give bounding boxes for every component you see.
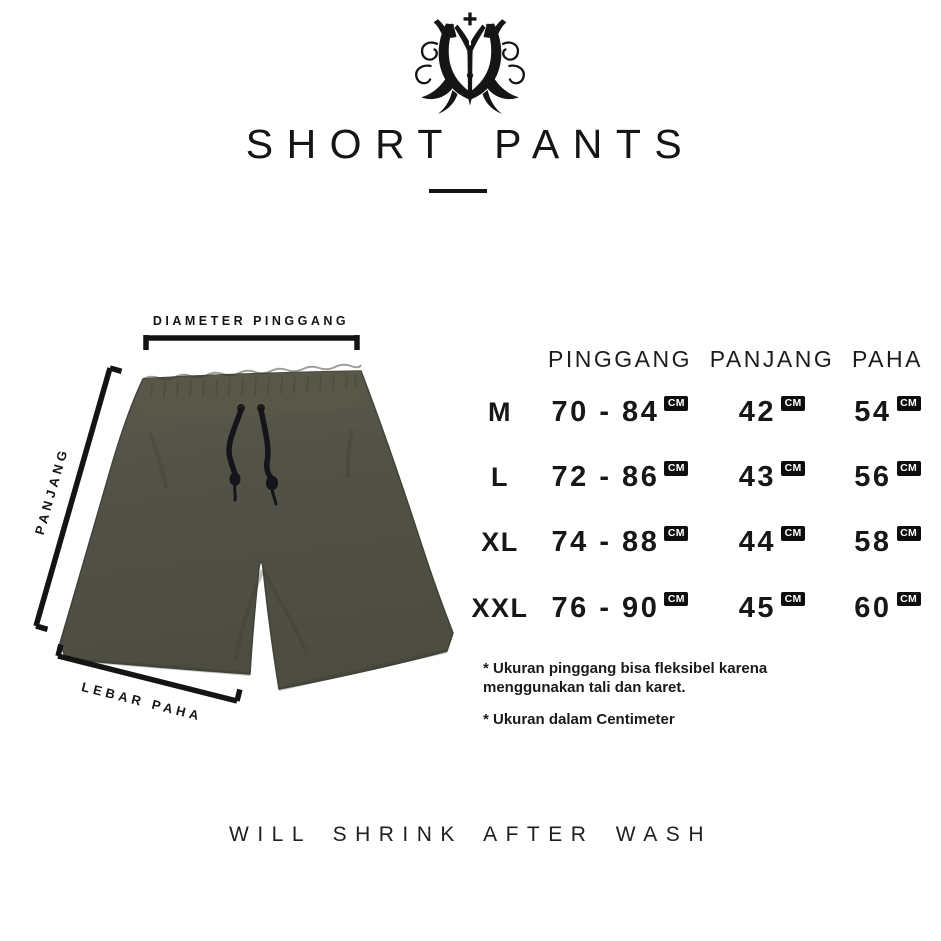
value-l-pinggang <box>530 445 710 510</box>
cm-unit-badge: CM <box>664 592 688 607</box>
cm-unit-badge: CM <box>897 396 921 411</box>
page-title: SHORT PANTS <box>245 121 696 167</box>
cm-unit-badge: CM <box>897 526 921 541</box>
value-m-panjang <box>710 380 834 445</box>
value-m-pinggang <box>530 380 710 445</box>
flex-note <box>483 660 813 697</box>
value-text: 74 - 88 <box>551 526 660 558</box>
size-label-m: M <box>488 397 512 427</box>
value-xl-panjang <box>710 510 834 575</box>
value-text: 72 - 86 <box>551 461 660 493</box>
cm-unit-badge: CM <box>781 592 805 607</box>
cm-unit-badge: CM <box>897 592 921 607</box>
value-text: 56 <box>854 461 892 493</box>
value-xxl-panjang <box>710 575 834 641</box>
cm-unit-badge: CM <box>781 526 805 541</box>
cm-unit-badge: CM <box>664 396 688 411</box>
cm-unit-badge: CM <box>664 526 688 541</box>
cm-unit-badge: CM <box>781 396 805 411</box>
value-text: 54 <box>854 396 892 428</box>
shrink-warning: WILL SHRINK AFTER WASH <box>229 823 712 846</box>
size-label-xxl: XXL <box>471 592 529 623</box>
length-measure-label: PANJANG <box>31 445 72 537</box>
shorts-photo <box>60 365 453 689</box>
waist-measure-line <box>146 335 357 350</box>
cm-unit-badge: CM <box>781 461 805 476</box>
thigh-measure-label: LEBAR PAHA <box>80 679 205 724</box>
size-table <box>470 338 941 641</box>
cm-unit-badge: CM <box>897 461 921 476</box>
unit-note: * Ukuran dalam Centimeter <box>483 711 675 728</box>
column-header-pinggang: PINGGANG <box>548 345 692 372</box>
value-m-paha <box>834 380 941 445</box>
value-text: 43 <box>738 461 777 493</box>
flex-note-line1: * Ukuran pinggang bisa fleksibel karena <box>483 660 768 677</box>
cm-unit-badge: CM <box>664 461 688 476</box>
value-xxl-paha <box>834 575 941 641</box>
value-text: 70 - 84 <box>551 396 660 428</box>
column-header-panjang: PANJANG <box>709 345 835 372</box>
value-text: 45 <box>738 591 777 624</box>
size-label-xl: XL <box>481 527 519 557</box>
column-header-spacer <box>470 338 530 380</box>
footnotes <box>483 660 813 744</box>
value-text: 44 <box>738 526 777 558</box>
column-header-paha: PAHA <box>852 345 923 372</box>
value-l-panjang <box>710 445 834 510</box>
value-text: 58 <box>854 526 892 558</box>
value-xxl-pinggang <box>530 575 710 641</box>
value-xl-pinggang <box>530 510 710 575</box>
value-text: 76 - 90 <box>551 591 660 624</box>
size-label-l: L <box>491 462 509 492</box>
flex-note-line2: menggunakan tali dan karet. <box>483 678 686 696</box>
value-text: 60 <box>854 591 892 624</box>
value-l-paha <box>834 445 941 510</box>
value-xl-paha <box>834 510 941 575</box>
waist-measure-label: DIAMETER PINGGANG <box>152 314 350 328</box>
value-text: 42 <box>738 396 777 428</box>
